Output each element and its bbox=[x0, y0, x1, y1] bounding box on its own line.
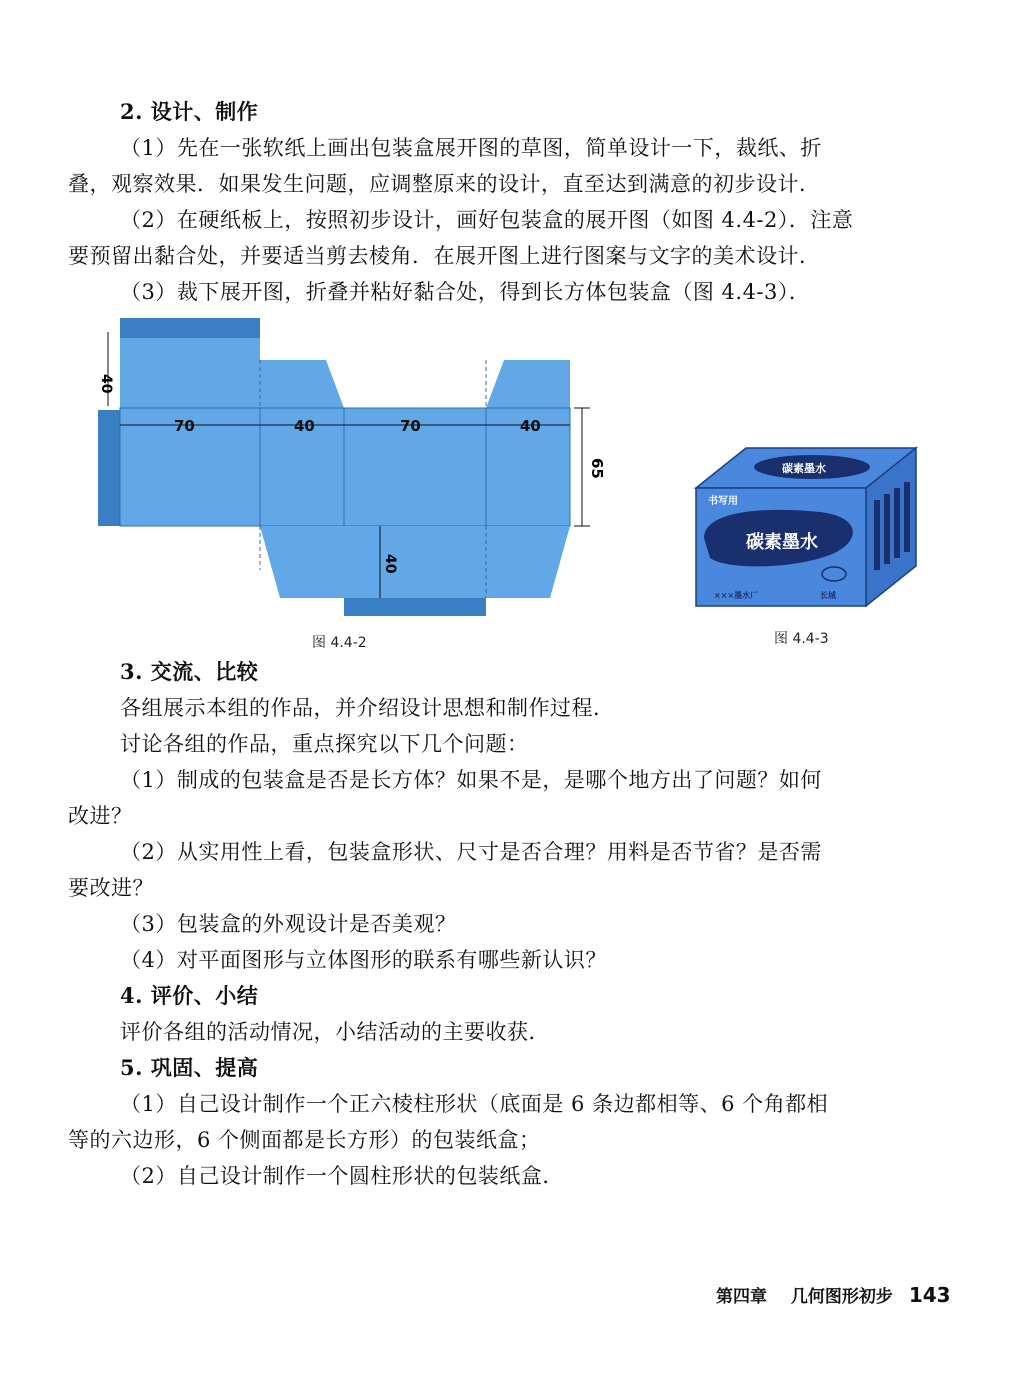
dim-bottom-flap: 40 bbox=[382, 554, 398, 574]
paragraph-line: 要改进？ bbox=[68, 876, 154, 900]
paragraph-line: （3）包装盒的外观设计是否美观？ bbox=[120, 912, 457, 936]
dim-width-2: 40 bbox=[294, 417, 315, 435]
net-side-flap-top-left bbox=[260, 360, 344, 408]
paragraph-line: （1）制成的包装盒是否是长方体？如果不是，是哪个地方出了问题？如何 bbox=[120, 768, 822, 792]
paragraph-line: （1）自己设计制作一个正六棱柱形状（底面是 6 条边都相等、6 个角都相 bbox=[120, 1092, 829, 1116]
section-2-heading: 2. 设计、制作 bbox=[120, 99, 259, 124]
net-bottom-flap-shade bbox=[344, 598, 486, 616]
net-side-flap-top-right bbox=[486, 360, 570, 408]
paragraph-line: （4）对平面图形与立体图形的联系有哪些新认识？ bbox=[120, 948, 607, 972]
box-front-label-top: 书写用 bbox=[708, 496, 738, 507]
footer-chapter: 第四章 bbox=[716, 1287, 767, 1307]
net-top-flap-shade bbox=[120, 318, 260, 338]
box-front-maker: ×××墨水厂 bbox=[714, 591, 759, 600]
box-top-label: 碳素墨水 bbox=[782, 462, 826, 475]
dim-width-4: 40 bbox=[520, 417, 541, 435]
box-net-figure bbox=[90, 310, 610, 620]
paragraph-line: 评价各组的活动情况，小结活动的主要收获． bbox=[120, 1020, 550, 1044]
paragraph-line: （3）裁下展开图，折叠并粘好黏合处，得到长方体包装盒（图 4.4-3）． bbox=[120, 280, 811, 304]
section-3-heading: 3. 交流、比较 bbox=[120, 659, 259, 684]
box-front-brand: 长城 bbox=[820, 591, 836, 600]
paragraph-line: 改进？ bbox=[68, 804, 133, 828]
paragraph-line: 叠，观察效果．如果发生问题，应调整原来的设计，直至达到满意的初步设计． bbox=[68, 172, 821, 196]
net-side-flap-bottom-right bbox=[486, 526, 570, 598]
paragraph-line: 等的六边形，6 个侧面都是长方形）的包装纸盒； bbox=[68, 1128, 541, 1152]
section-5-heading: 5. 巩固、提高 bbox=[120, 1055, 259, 1080]
paragraph-line: （2）在硬纸板上，按照初步设计，画好包装盒的展开图（如图 4.4-2）．注意 bbox=[120, 208, 854, 232]
dim-top-flap: 40 bbox=[98, 374, 114, 394]
page-number: 143 bbox=[908, 1283, 951, 1307]
dim-width-1: 70 bbox=[174, 417, 195, 435]
paragraph-line: （1）先在一张软纸上画出包装盒展开图的草图，简单设计一下，裁纸、折 bbox=[120, 136, 822, 160]
paragraph-line: 讨论各组的作品，重点探究以下几个问题： bbox=[120, 732, 529, 756]
figure-caption-box: 图 4.4-3 bbox=[774, 631, 829, 647]
dim-height: 65 bbox=[588, 458, 606, 479]
paragraph-line: （2）自己设计制作一个圆柱形状的包装纸盒． bbox=[120, 1164, 564, 1188]
page-footer bbox=[716, 1282, 951, 1307]
paragraph-line: （2）从实用性上看，包装盒形状、尺寸是否合理？用料是否节省？是否需 bbox=[120, 840, 822, 864]
paragraph-line: 各组展示本组的作品，并介绍设计思想和制作过程． bbox=[120, 696, 615, 720]
figure-caption-net: 图 4.4-2 bbox=[312, 635, 367, 651]
dim-width-3: 70 bbox=[400, 417, 421, 435]
section-4-heading: 4. 评价、小结 bbox=[120, 983, 259, 1008]
footer-title: 几何图形初步 bbox=[790, 1287, 893, 1307]
box-figure bbox=[690, 440, 922, 612]
net-glue-strip bbox=[98, 410, 120, 526]
box-front-label-main: 碳素墨水 bbox=[746, 532, 818, 553]
net-side-flap-bottom-left bbox=[260, 526, 344, 598]
paragraph-line: 要预留出黏合处，并要适当剪去棱角．在展开图上进行图案与文字的美术设计． bbox=[68, 244, 821, 268]
